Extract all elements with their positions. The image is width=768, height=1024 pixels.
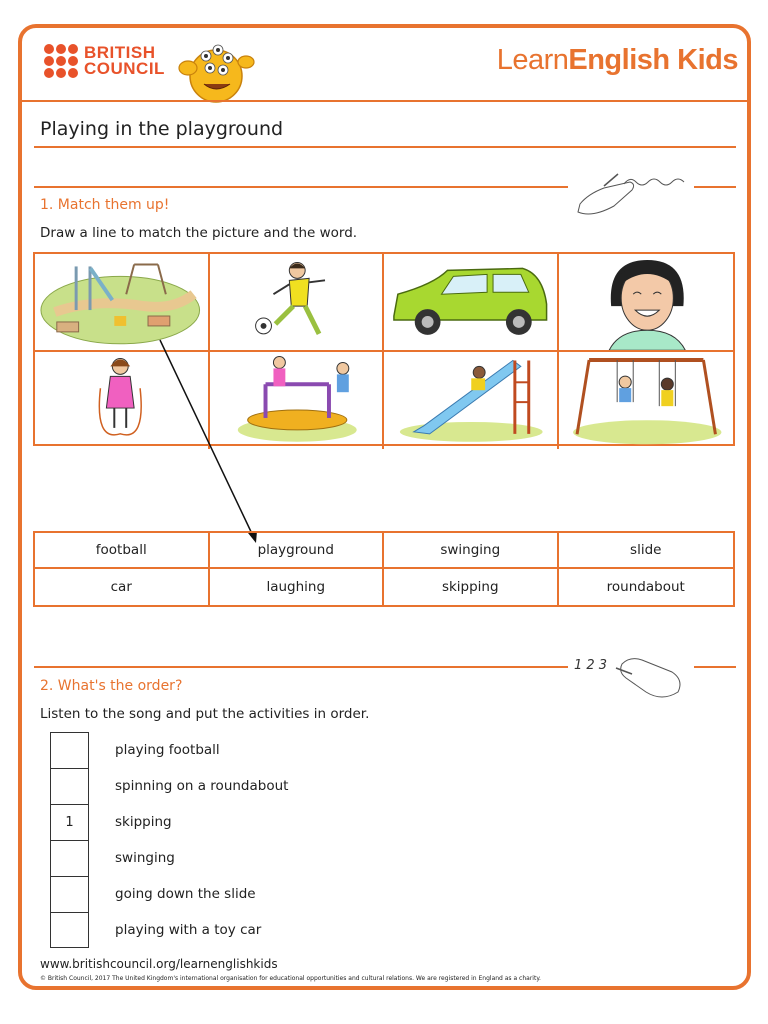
picture-swinging[interactable] bbox=[559, 352, 734, 448]
counting-hand-icon bbox=[612, 656, 692, 706]
title-divider bbox=[34, 146, 736, 148]
section1-rule-right bbox=[694, 186, 736, 188]
section1-title: 1. Match them up! bbox=[40, 197, 170, 213]
section2-rule-left bbox=[34, 666, 568, 668]
activity-label: playing football bbox=[115, 742, 220, 758]
word-cell[interactable]: roundabout bbox=[606, 579, 685, 595]
section1-rule-left bbox=[34, 186, 568, 188]
word-cell[interactable]: laughing bbox=[210, 569, 385, 605]
picture-car[interactable] bbox=[384, 254, 559, 352]
order-row bbox=[50, 912, 450, 948]
order-row bbox=[50, 876, 450, 912]
activity-label: skipping bbox=[115, 814, 172, 830]
footer-url[interactable]: www.britishcouncil.org/learnenglishkids bbox=[40, 957, 278, 971]
writing-hand-icon bbox=[574, 172, 690, 222]
logo-dots-icon bbox=[44, 44, 78, 78]
order-number-box[interactable] bbox=[50, 732, 89, 768]
word-cell[interactable]: slide bbox=[559, 533, 734, 569]
logo-line-1: BRITISH bbox=[84, 43, 156, 62]
order-list bbox=[50, 732, 450, 948]
word-cell[interactable]: skipping bbox=[384, 569, 559, 605]
header-divider bbox=[22, 100, 749, 102]
logo-learn: Learn bbox=[496, 44, 569, 76]
order-number-box[interactable] bbox=[50, 768, 89, 804]
word-cell[interactable]: football bbox=[35, 533, 210, 569]
picture-laughing[interactable] bbox=[559, 254, 734, 352]
picture-slide[interactable] bbox=[384, 352, 559, 448]
order-row bbox=[50, 768, 450, 804]
word-cell[interactable]: car bbox=[35, 569, 210, 605]
picture-roundabout[interactable] bbox=[210, 352, 385, 448]
order-number-box[interactable]: 1 bbox=[50, 804, 89, 840]
picture-playground[interactable] bbox=[35, 254, 210, 352]
order-number-box[interactable] bbox=[50, 876, 89, 912]
activity-label: swinging bbox=[115, 850, 175, 866]
logo-english-kids: English Kids bbox=[568, 44, 738, 76]
section2-instruction: Listen to the song and put the activities in order. bbox=[40, 706, 370, 722]
british-council-logo bbox=[44, 44, 165, 78]
picture-football[interactable] bbox=[210, 254, 385, 352]
picture-skipping[interactable] bbox=[35, 352, 210, 448]
order-number-box[interactable] bbox=[50, 840, 89, 876]
section2-rule-right bbox=[694, 666, 736, 668]
activity-label: going down the slide bbox=[115, 886, 256, 902]
footer-copyright: © British Council, 2017 The United Kingdom's international organisation for educational opportunities and cultural relations. We are registered in England as a charity. bbox=[40, 975, 541, 982]
activity-label: spinning on a roundabout bbox=[115, 778, 289, 794]
learnenglish-kids-logo bbox=[497, 44, 738, 77]
mascot-monster-icon bbox=[176, 34, 256, 106]
section1-instruction: Draw a line to match the picture and the word. bbox=[40, 225, 358, 241]
section2-title: 2. What's the order? bbox=[40, 678, 183, 694]
order-row bbox=[50, 840, 450, 876]
word-cell[interactable]: playground bbox=[210, 533, 385, 569]
hand-numbers: 1 2 3 bbox=[574, 658, 608, 673]
page-title: Playing in the playground bbox=[40, 118, 284, 140]
order-row bbox=[50, 732, 450, 768]
picture-grid bbox=[33, 252, 735, 446]
word-cell[interactable]: swinging bbox=[384, 533, 559, 569]
order-number-box[interactable] bbox=[50, 912, 89, 948]
word-grid bbox=[33, 531, 735, 607]
order-row bbox=[50, 804, 450, 840]
logo-line-2: COUNCIL bbox=[84, 59, 165, 78]
activity-label: playing with a toy car bbox=[115, 922, 262, 938]
